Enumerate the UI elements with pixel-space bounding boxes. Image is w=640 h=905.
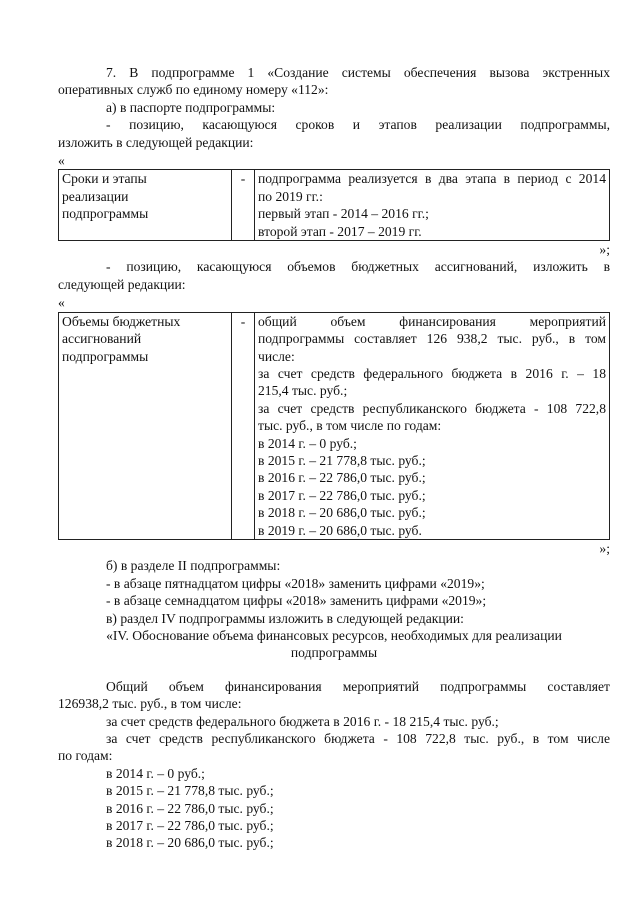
budget-content-line: числе: (258, 348, 295, 364)
budget-content-line: общий объем финансирования мероприятий (258, 313, 606, 329)
table-row (59, 170, 610, 241)
budget-label-line: подпрограммы (62, 348, 149, 364)
terms-content-line: первый этап - 2014 – 2016 гг.; (258, 206, 429, 222)
total-funding-line1: Общий объем финансирования мероприятий подпрограммы составляет (106, 678, 610, 694)
budget-table (58, 312, 610, 540)
terms-label-cell (59, 170, 232, 241)
terms-dash-cell: - (232, 170, 255, 241)
budget-content-line: в 2014 г. – 0 руб.; (258, 435, 357, 451)
budget-content-line: 215,4 тыс. руб.; (258, 383, 348, 399)
budget-content-line: в 2015 г. – 21 778,8 тыс. руб.; (258, 452, 426, 468)
year-funding-2015: в 2015 г. – 21 778,8 тыс. руб.; (106, 783, 274, 799)
budget-content-line: за счет средств республиканского бюджета - 108 722,8 (258, 400, 606, 416)
item-a: а) в паспорте подпрограммы: (106, 99, 276, 115)
item-v: в) раздел IV подпрограммы изложить в следующей редакции: (106, 610, 464, 626)
terms-content-cell (255, 170, 610, 241)
position-terms-line2: изложить в следующей редакции: (58, 134, 254, 150)
year-funding-2017: в 2017 г. – 22 786,0 тыс. руб.; (106, 818, 274, 834)
table-row (59, 312, 610, 539)
republic-funding-line2: по годам: (58, 748, 113, 764)
budget-content-line: тыс. руб., в том числе по годам: (258, 418, 442, 434)
budget-dash-cell: - (232, 312, 255, 539)
terms-content-line: подпрограмма реализуется в два этапа в период с 2014 (258, 171, 606, 187)
budget-content-line: в 2017 г. – 22 786,0 тыс. руб.; (258, 487, 426, 503)
budget-label-line: ассигнований (62, 331, 142, 347)
budget-content-line: подпрограммы составляет 126 938,2 тыс. руб., в том (258, 331, 606, 347)
section-heading-line2: подпрограммы (290, 645, 378, 661)
close-quote-2: »; (599, 540, 610, 556)
year-funding-2016: в 2016 г. – 22 786,0 тыс. руб.; (106, 800, 274, 816)
paragraph-17-change: - в абзаце семнадцатом цифры «2018» заменить цифрами «2019»; (106, 593, 487, 609)
budget-content-cell (255, 312, 610, 539)
budget-label-cell (59, 312, 232, 539)
open-quote-2: « (58, 295, 65, 311)
budget-label-line: Объемы бюджетных (62, 313, 181, 329)
budget-content-line: в 2018 г. – 20 686,0 тыс. руб.; (258, 505, 426, 521)
item7-line1: 7. В подпрограмме 1 «Создание системы обеспечения вызова экстренных (106, 65, 610, 80)
federal-funding: за счет средств федерального бюджета в 2016 г. - 18 215,4 тыс. руб.; (106, 713, 499, 729)
terms-label-line: Сроки и этапы (62, 171, 147, 187)
paragraph-15-change: - в абзаце пятнадцатом цифры «2018» заменить цифрами «2019»; (106, 575, 485, 591)
year-funding-2014: в 2014 г. – 0 руб.; (106, 765, 205, 781)
terms-table (58, 169, 610, 241)
terms-content-line: второй этап - 2017 – 2019 гг. (258, 223, 422, 239)
total-funding-line2: 126938,2 тыс. руб., в том числе: (58, 696, 242, 712)
item-b: б) в разделе II подпрограммы: (106, 558, 281, 574)
spacer (58, 662, 610, 678)
position-budget-line2: следующей редакции: (58, 276, 186, 292)
republic-funding-line1: за счет средств республиканского бюджета - 108 722,8 тыс. руб., в том числе (106, 731, 610, 747)
budget-content-line: за счет средств федерального бюджета в 2016 г. – 18 (258, 365, 606, 381)
item7-line2: оперативных служб по единому номеру «112»: (58, 82, 329, 98)
terms-label-line: подпрограммы (62, 206, 149, 222)
year-funding-2018: в 2018 г. – 20 686,0 тыс. руб.; (106, 835, 274, 851)
terms-label-line: реализации (62, 188, 129, 204)
budget-content-line: в 2019 г. – 20 686,0 тыс. руб. (258, 522, 422, 538)
open-quote-1: « (58, 153, 65, 169)
document-page (58, 64, 610, 852)
position-terms-line1: - позицию, касающуюся сроков и этапов реализации подпрограммы, (106, 117, 610, 133)
budget-content-line: в 2016 г. – 22 786,0 тыс. руб.; (258, 470, 426, 486)
close-quote-1: »; (599, 242, 610, 258)
terms-content-line: по 2019 гг.: (258, 188, 323, 204)
section-heading-line1: «IV. Обоснование объема финансовых ресурсов, необходимых для реализации (106, 628, 562, 643)
position-budget-line1: - позицию, касающуюся объемов бюджетных ассигнований, изложить в (106, 259, 610, 275)
